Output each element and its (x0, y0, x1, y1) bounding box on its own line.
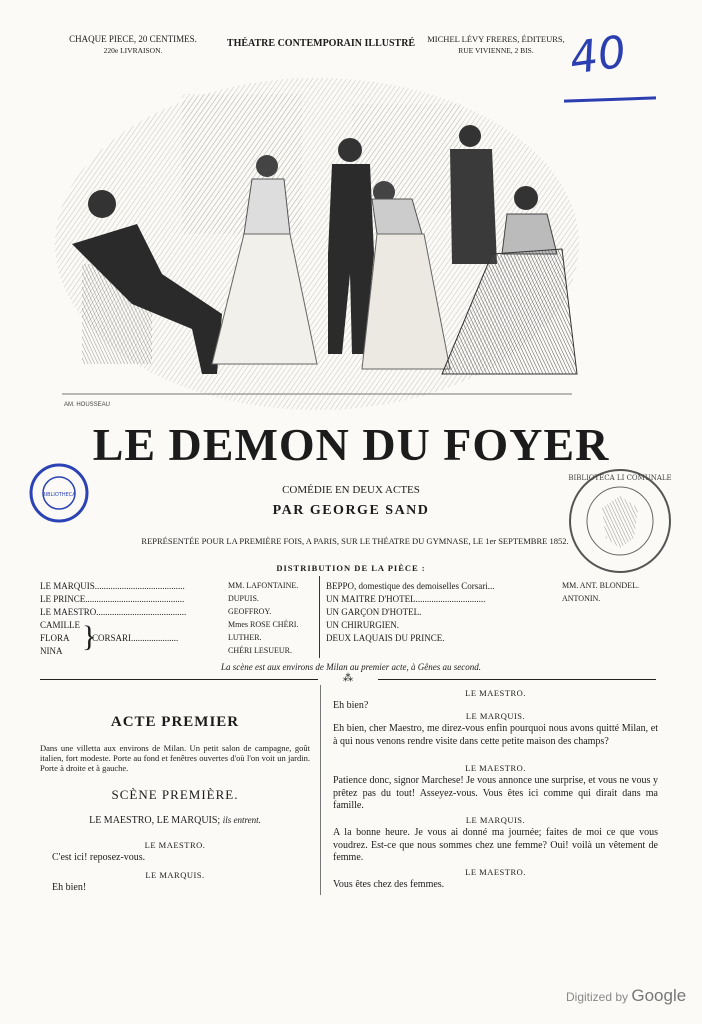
scene-note: La scène est aux environs de Milan au premier acte, à Gênes au second. (220, 662, 482, 672)
cast-actor: LUTHER. (228, 633, 262, 642)
library-stamp-blue (28, 462, 90, 524)
cast-role: CAMILLE (40, 620, 80, 630)
cast-role: UN GARÇON D'HOTEL. (326, 607, 422, 617)
act-title: ACTE PREMIER (110, 714, 240, 730)
digitized-by-google (566, 986, 686, 1006)
cast-role: LE MAESTRO........................................ (40, 607, 187, 617)
cast-actor: MM. ANT. BLONDEL. (562, 581, 639, 590)
dialogue-line: Patience donc, signor Marchese! Je vous annonce une surprise, et vous ne vous y prêtez pas du tout! Asseyez-vous. Vous êtes ici comme qui dirait dans ma famille. (333, 775, 658, 811)
google-brand: Google (631, 986, 687, 1005)
speaker-label: LE MAESTRO. (144, 840, 206, 850)
cast-role: NINA (40, 646, 63, 656)
cast-actor: GEOFFROY. (228, 607, 272, 616)
scene-characters (40, 815, 310, 826)
cast-actor: CHÉRI LESUEUR. (228, 646, 292, 655)
dialogue-line: Eh bien? (333, 700, 369, 711)
cast-heading: DISTRIBUTION DE LA PIÈCE : (276, 563, 426, 573)
cast-divider (319, 576, 320, 658)
publisher-address: RUE VIVIENNE, 2 BIS. (458, 46, 534, 55)
cast-role: FLORA (40, 633, 70, 643)
dialogue-line: Vous êtes chez des femmes. (333, 879, 445, 890)
ornament-divider: ⁂ (318, 673, 378, 685)
library-stamp-text: BIBLIOTECA LI COMUNALE (568, 474, 672, 482)
column-rule (320, 685, 321, 895)
handwritten-number: 40 (566, 26, 630, 85)
dialogue-line: A la bonne heure. Je vous ai donné ma journée; faites de moi ce que vous voudrez. Est-ce que nous sommes chez une femme? Oui! voilà un vêtement de femme. (333, 827, 658, 863)
cast-actor: MM. LAFONTAINE. (228, 581, 299, 590)
price-notice (48, 34, 218, 56)
speaker-label: LE MARQUIS. (465, 711, 526, 721)
premiere-note: REPRÉSENTÉE POUR LA PREMIÈRE FOIS, A PARIS, SUR LE THÉATRE DU GYMNASE, LE 1er SEPTEMBRE 1852. (141, 536, 569, 546)
scene-characters-note: ils entrent. (222, 815, 261, 825)
cast-actor: DUPUIS. (228, 594, 259, 603)
cast-role: UN CHIRURGIEN. (326, 620, 399, 630)
speaker-label: LE MAESTRO. (465, 867, 526, 877)
library-stamp (566, 466, 674, 576)
dialogue-line: Eh bien! (52, 882, 87, 893)
cast-role: LE MARQUIS........................................ (40, 581, 185, 591)
cast-actor: Mmes ROSE CHÉRI. (228, 620, 299, 629)
engraver-signature: AM. HOUSSEAU (64, 402, 111, 408)
publisher-block (412, 34, 580, 56)
speaker-label: LE MARQUIS. (145, 870, 205, 880)
cast-role: DEUX LAQUAIS DU PRINCE. (326, 633, 445, 643)
speaker-label: LE MARQUIS. (465, 815, 526, 825)
dialogue-line: Eh bien, cher Maestro, me direz-vous enfin pourquoi nous avons quitté Milan, et à qui nous venons rendre visite dans cette petite maison des champs? (333, 723, 658, 747)
corsari-label: CORSARI..................... (92, 633, 179, 643)
stage-setting: Dans une villetta aux environs de Milan. Un petit salon de campagne, goût italien, fort modeste. Porte au fond et fenêtres ouvertes d'où l'on voit un jardin. Porte à droite et à gauche. (40, 743, 310, 773)
speaker-label: LE MAESTRO. (465, 688, 526, 698)
series-title: THÉATRE CONTEMPORAIN ILLUSTRÉ (226, 38, 416, 49)
cast-role: LE PRINCE............................................ (40, 594, 185, 604)
blue-stamp-text: BIBLIOTHECA (42, 492, 76, 498)
scene-characters-names: LE MAESTRO, LE MARQUIS; (89, 815, 221, 826)
engraving-illustration (52, 74, 582, 412)
play-subtitle: COMÉDIE EN DEUX ACTES (282, 484, 420, 496)
publisher: MICHEL LÉVY FRERES, ÉDITEURS, (427, 34, 565, 44)
livraison: 220e LIVRAISON. (103, 46, 163, 55)
author-line: PAR GEORGE SAND (272, 503, 430, 518)
digitized-label: Digitized by (566, 990, 629, 1004)
play-title: LE DEMON DU FOYER (92, 419, 610, 470)
cast-actor: ANTONIN. (562, 594, 601, 603)
price: CHAQUE PIECE, 20 CENTIMES. (69, 34, 197, 44)
cast-role: UN MAITRE D'HOTEL............................... (326, 594, 486, 604)
scene-title: SCÈNE PREMIÈRE. (111, 787, 239, 802)
cast-role: BEPPO, domestique des demoiselles Corsari... (326, 581, 495, 591)
cast-brace: } (82, 620, 97, 653)
dialogue-line: C'est ici! reposez-vous. (52, 852, 146, 863)
speaker-label: LE MAESTRO. (465, 763, 526, 773)
